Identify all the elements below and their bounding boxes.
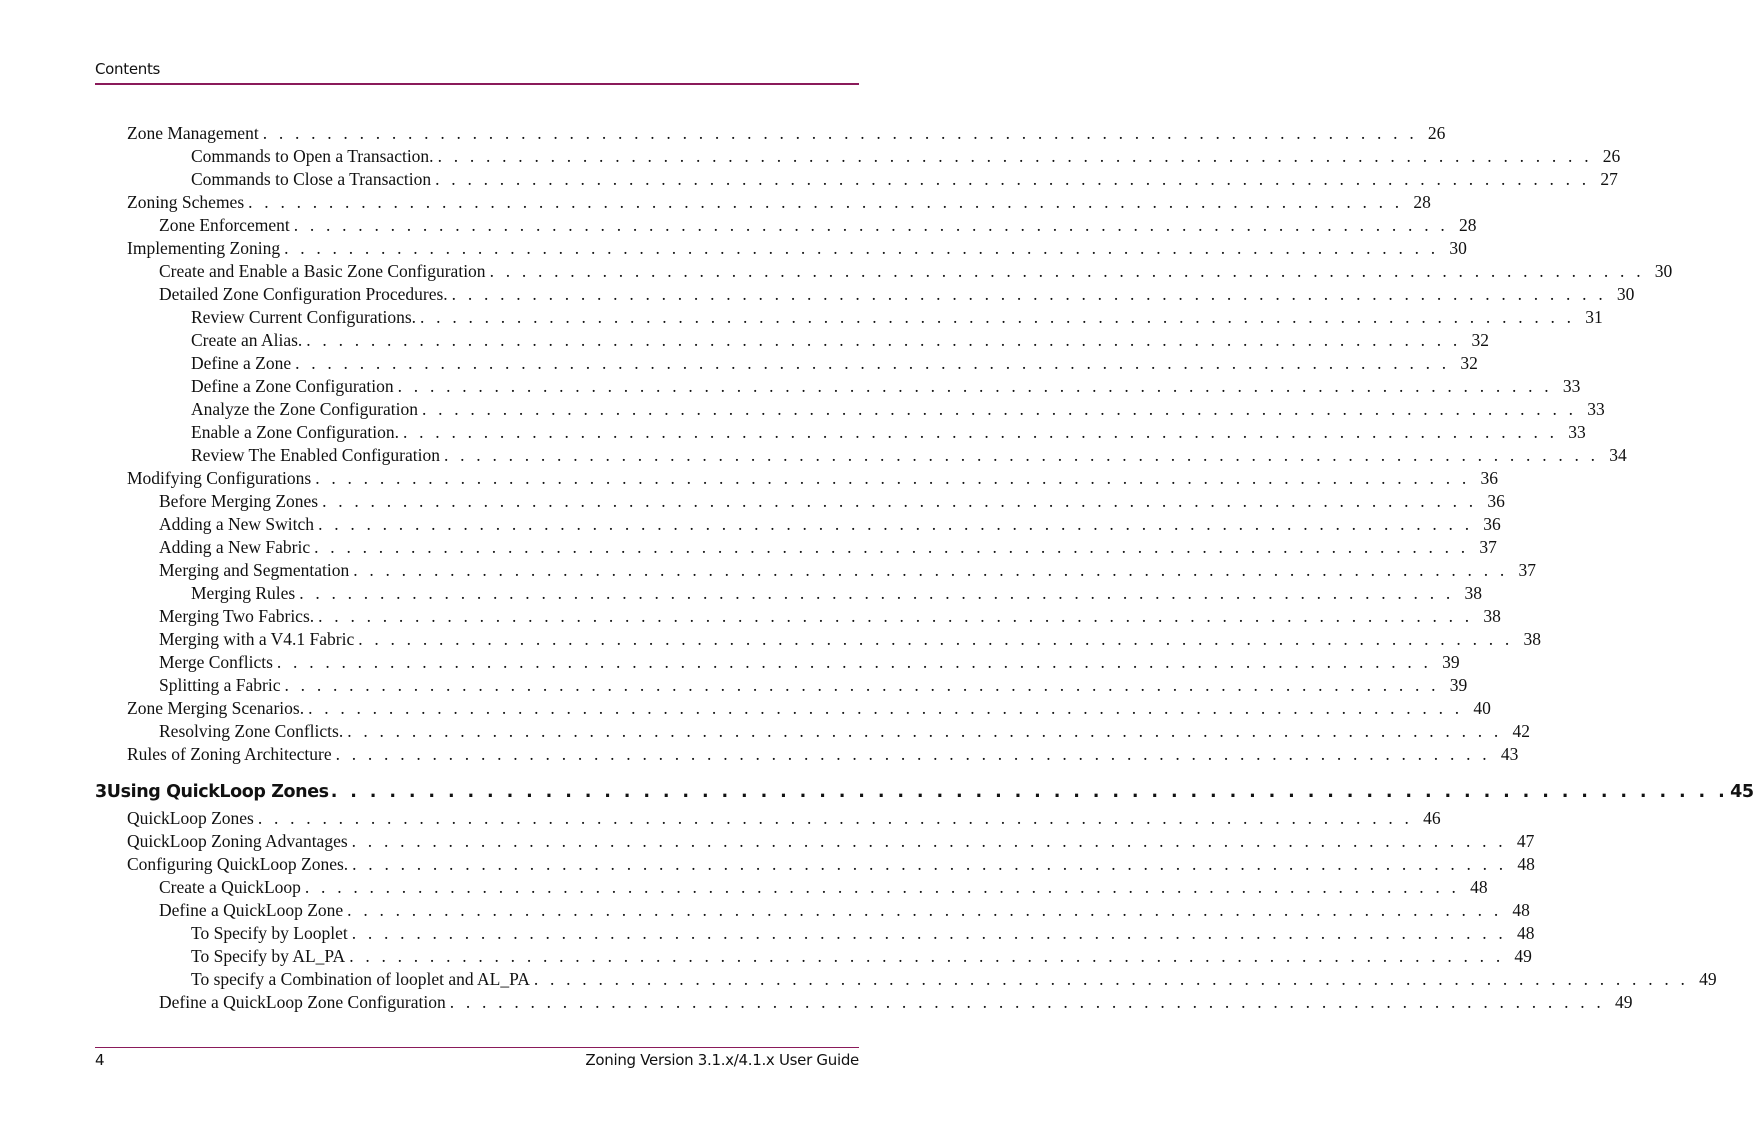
toc-leader-dots: . . . . . . . . . . . . . . . . . . . . . . . . . . . . . . . . . . . . . . . . . . . . . . . . . . . . . . . . . . . . . . . . . . . . . . . .: [322, 491, 1477, 511]
toc-chapter-heading[interactable]: [95, 782, 1754, 810]
toc-page-number: 37: [1518, 560, 1536, 580]
toc-leader-dots: . . . . . . . . . . . . . . . . . . . . . . . . . . . . . . . . . . . . . . . . . . . . . . . . . . . . . . . . . . . . . . . . . . . . . . . .: [533, 969, 1689, 989]
toc-entry[interactable]: [0, 513, 1501, 536]
toc-entry-line: [127, 237, 1467, 260]
toc-entry-line: [127, 807, 1441, 830]
toc-entry[interactable]: [0, 830, 1535, 853]
toc-page-number: 30: [1616, 284, 1635, 304]
toc-entry[interactable]: [0, 237, 1467, 260]
toc-page-number: 49: [1699, 969, 1717, 989]
toc-page-number: 49: [1514, 946, 1532, 966]
toc-entry-line: [191, 922, 1535, 945]
toc-entry[interactable]: [0, 807, 1441, 830]
toc-entry-line: [191, 168, 1618, 191]
header-rule: [95, 83, 859, 85]
toc-entry[interactable]: [0, 444, 1627, 467]
toc-page-number: 46: [1423, 808, 1441, 828]
toc-page-number: 48: [1516, 923, 1535, 943]
toc-leader-dots: . . . . . . . . . . . . . . . . . . . . . . . . . . . . . . . . . . . . . . . . . . . . . . . . . . . . . . . . . . . . . . . . . . . . . . . .: [315, 468, 1470, 488]
toc-leader-dots: . . . . . . . . . . . . . . . . . . . . . . . . . . . . . . . . . . . . . . . . . . . . . . . . . . . . . . . . . . . . . . . . . . . . . . . .: [421, 399, 1577, 419]
toc-entry-line: [159, 260, 1673, 283]
toc-page-number: 42: [1512, 721, 1530, 741]
toc-entry-line: [159, 283, 1635, 306]
toc-entry[interactable]: [0, 674, 1468, 697]
toc-entry[interactable]: [0, 559, 1536, 582]
toc-entry-title: Modifying Configurations: [127, 468, 312, 488]
toc-leader-dots: . . . . . . . . . . . . . . . . . . . . . . . . . . . . . . . . . . . . . . . . . . . . . . . . . . . . . . . . . . . . . . . . . . . . . . . .: [451, 284, 1607, 304]
toc-entry-line: [191, 945, 1532, 968]
toc-page-number: 48: [1470, 877, 1488, 897]
toc-leader-dots: . . . . . . . . . . . . . . . . . . . . . . . . . . . . . . . . . . . . . . . . . . . . . . . . . . . . . . . . . . . . . . . . . . . . . . . .: [444, 445, 1599, 465]
toc-entry-title: QuickLoop Zoning Advantages: [127, 831, 348, 851]
toc-entry-line: [159, 720, 1530, 743]
toc-entry[interactable]: [0, 876, 1488, 899]
toc-entry-title: Analyze the Zone Configuration: [191, 399, 418, 419]
toc-entry-title: Zone Enforcement: [159, 215, 290, 235]
toc-entry-title: Review Current Configurations.: [191, 307, 417, 327]
toc-entry-title: Adding a New Switch: [159, 514, 315, 534]
toc-entry-title: Merging Two Fabrics.: [159, 606, 315, 626]
toc-page-number: 38: [1464, 583, 1482, 603]
toc-page-number: 28: [1458, 215, 1477, 235]
toc-page-number: 30: [1654, 261, 1673, 281]
toc-page-number: 37: [1479, 537, 1497, 557]
toc-entry-line: [159, 605, 1501, 628]
toc-entry-title: Create and Enable a Basic Zone Configuration: [159, 261, 486, 281]
toc-leader-dots: . . . . . . . . . . . . . . . . . . . . . . . . . . . . . . . . . . . . . . . . . . . . . . . . . . . . . . . . . . . . . . . . . . . . . . . .: [314, 537, 1469, 557]
toc-leader-dots: . . . . . . . . . . . . . . . . . . . . . . . . . . . . . . . . . . . . . . . . . . . . . . . . . . . . . . . . . . . . . . . . . . . . . . . .: [489, 261, 1645, 281]
toc-entry-line: [191, 145, 1621, 168]
toc-page-number: 27: [1600, 169, 1618, 189]
toc-entry[interactable]: [0, 260, 1673, 283]
toc-leader-dots: . . . . . . . . . . . . . . . . . . . . . . . . . . . . . . . . . . . . . . . . . . . . . . . . . . . . . . . . . . . . . . . . . . . . . . . .: [397, 376, 1553, 396]
toc-entry-title: Zone Merging Scenarios.: [127, 698, 305, 718]
toc-entry[interactable]: [0, 352, 1478, 375]
toc-entry[interactable]: [0, 306, 1603, 329]
toc-entry-title: Before Merging Zones: [159, 491, 319, 511]
toc-entry[interactable]: [0, 145, 1621, 168]
toc-leader-dots: . . . . . . . . . . . . . . . . . . . . . . . . . . . . . . . . . . . . . . . . . . . . . . . . . . . . . . . . . . . . . . . . . . . . . . . .: [435, 169, 1590, 189]
toc-entry[interactable]: [0, 720, 1530, 743]
toc-entry-line: [127, 697, 1491, 720]
toc-entry-line: [191, 398, 1605, 421]
footer-page-number: 4: [95, 1051, 105, 1069]
toc-entry-line: [191, 329, 1490, 352]
toc-entry-title: Define a QuickLoop Zone Configuration: [159, 992, 446, 1012]
toc-entry[interactable]: [0, 536, 1497, 559]
toc-page-number: 49: [1614, 992, 1633, 1012]
toc-entry[interactable]: [0, 853, 1535, 876]
toc-entry[interactable]: [0, 283, 1635, 306]
toc-leader-dots: . . . . . . . . . . . . . . . . . . . . . . . . . . . . . . . . . . . . . . . . . . . . . . . . . . . . . . . . . . . . . . . . . . . . . . . .: [308, 698, 1463, 718]
toc-entry[interactable]: [0, 375, 1581, 398]
toc-leader-dots: . . . . . . . . . . . . . . . . . . . . . . . . . . . . . . . . . . . . . . . . . . . . . . . . . . . . . . . . . . . . . . . . . . . . . . . .: [403, 422, 1558, 442]
toc-page-number: 38: [1523, 629, 1541, 649]
toc-entry-title: Review The Enabled Configuration: [191, 445, 440, 465]
toc-entry-line: [159, 991, 1633, 1014]
chapter-number: 3: [95, 782, 107, 802]
toc-entry[interactable]: [0, 991, 1633, 1014]
toc-entry[interactable]: [0, 651, 1460, 674]
toc-entry-title: Define a Zone: [191, 353, 292, 373]
footer-rule: [95, 1047, 859, 1048]
toc-leader-dots: . . . . . . . . . . . . . . . . . . . . . . . . . . . . . . . . . . . . . . . . . . . . . . . . . . . . . . . . . . . . . . . . . . . . . . . .: [306, 330, 1462, 350]
toc-entry-line: [159, 490, 1505, 513]
toc-entry-line: [159, 899, 1530, 922]
toc-page-number: 36: [1483, 514, 1501, 534]
toc-entry-title: Zoning Schemes: [127, 192, 245, 212]
toc-leader-dots: . . . . . . . . . . . . . . . . . . . . . . . . . . . . . . . . . . . . . . . . . . . . . . . . . . . . . . . . . . . . . . . . . . . . . . . .: [347, 900, 1502, 920]
toc-page-number: 34: [1609, 445, 1627, 465]
toc-entry-title: QuickLoop Zones: [127, 808, 254, 828]
toc-leader-dots: . . . . . . . . . . . . . . . . . . . . . . . . . . . . . . . . . . . . . . . . . . . . . . . . . . . . . . . . . . . . . . . . . . . . . . . .: [248, 192, 1403, 212]
toc-entry-title: Rules of Zoning Architecture: [127, 744, 332, 764]
toc-leader-dots: . . . . . . . . . . . . . . . . . . . . . . . . . . . . . . . . . . . . . . . . . . . . . . . . . . . . . . . . . . . . . . . . . . . . . . . .: [347, 721, 1502, 741]
toc-page-number: 32: [1471, 330, 1490, 350]
toc-leader-dots: . . . . . . . . . . . . . . . . . . . . . . . . . . . . . . . . . . . . . . . . . . . . . . . . . . . . . . . . . . . . . . . . . . . . . . . .: [449, 992, 1605, 1012]
footer-document-title: Zoning Version 3.1.x/4.1.x User Guide: [585, 1051, 859, 1069]
toc-leader-dots: . . . . . . . . . . . . . . . . . . . . . . . . . . . . . . . . . . . . . . . . . . . . . . . . . . . . . . . . . . . . . . . . . . . . . . . .: [352, 854, 1507, 874]
toc-entry-line: [159, 214, 1477, 237]
toc-leader-dots: . . . . . . . . . . . . . . . . . . . . . . . . . . . . . . . . . . . . . . . . . . . . . . . . . . . . . . . . . . . . . . . . . . . . . . . .: [335, 744, 1491, 764]
toc-page-number: 43: [1500, 744, 1519, 764]
toc-leader-dots: . . . . . . . . . . . . . . . . . . . . . . . . . . . . . . . . . . . . . . . . . . . . . . . . . . . . . . . . . . . . . . . . . . . . . . . .: [257, 808, 1413, 828]
toc-leader-dots: . . . . . . . . . . . . . . . . . . . . . . . . . . . . . . . . . . . . . . . . . . . . . . . . . . . . . . . . . . . . . . . . . . . . . . . .: [420, 307, 1575, 327]
toc-entry-title: Create a QuickLoop: [159, 877, 301, 897]
toc-entry[interactable]: [0, 697, 1491, 720]
toc-entry-line: [191, 444, 1627, 467]
toc-entry[interactable]: [0, 329, 1490, 352]
running-header: Contents: [95, 60, 161, 78]
toc-entry-line: [159, 651, 1460, 674]
toc-entry-line: [159, 536, 1497, 559]
toc-entry-title: Resolving Zone Conflicts.: [159, 721, 344, 741]
toc-page-number: 33: [1562, 376, 1581, 396]
toc-entry-line: [159, 876, 1488, 899]
chapter-leader-dots: . . . . . . . . . . . . . . . . . . . . . . . . . . . . . . . . . . . . . . . . . . . . . . . . . . . . . . . . . . . . . . . . . . . . . . . .: [330, 782, 1729, 802]
toc-entry-line: [159, 628, 1541, 651]
toc-entry-title: Define a Zone Configuration: [191, 376, 394, 396]
toc-entry-line: [191, 421, 1586, 444]
toc-entry-line: [191, 582, 1482, 605]
toc-entry[interactable]: [0, 421, 1586, 444]
chapter-title: Using QuickLoop Zones: [106, 782, 329, 802]
toc-page-number: 33: [1587, 399, 1605, 419]
toc-leader-dots: . . . . . . . . . . . . . . . . . . . . . . . . . . . . . . . . . . . . . . . . . . . . . . . . . . . . . . . . . . . . . . . . . . . . . . . .: [351, 831, 1507, 851]
toc-entry[interactable]: [0, 490, 1505, 513]
toc-page-number: 39: [1449, 675, 1468, 695]
toc-entry-line: [159, 513, 1501, 536]
toc-page-number: 47: [1516, 831, 1535, 851]
toc-entry[interactable]: [0, 467, 1498, 490]
toc-entry-line: [127, 191, 1431, 214]
toc-leader-dots: . . . . . . . . . . . . . . . . . . . . . . . . . . . . . . . . . . . . . . . . . . . . . . . . . . . . . . . . . . . . . . . . . . . . . . . .: [284, 675, 1440, 695]
toc-page-number: 48: [1517, 854, 1535, 874]
toc-page-number: 36: [1480, 468, 1498, 488]
toc-entry[interactable]: [0, 605, 1501, 628]
toc-leader-dots: . . . . . . . . . . . . . . . . . . . . . . . . . . . . . . . . . . . . . . . . . . . . . . . . . . . . . . . . . . . . . . . . . . . . . . . .: [358, 629, 1513, 649]
toc-leader-dots: . . . . . . . . . . . . . . . . . . . . . . . . . . . . . . . . . . . . . . . . . . . . . . . . . . . . . . . . . . . . . . . . . . . . . . . .: [262, 123, 1418, 143]
toc-entry-title: To Specify by AL_PA: [191, 946, 346, 966]
toc-leader-dots: . . . . . . . . . . . . . . . . . . . . . . . . . . . . . . . . . . . . . . . . . . . . . . . . . . . . . . . . . . . . . . . . . . . . . . . .: [349, 946, 1504, 966]
toc-leader-dots: . . . . . . . . . . . . . . . . . . . . . . . . . . . . . . . . . . . . . . . . . . . . . . . . . . . . . . . . . . . . . . . . . . . . . . . .: [295, 353, 1450, 373]
toc-entry-title: Implementing Zoning: [127, 238, 281, 258]
toc-page-number: 30: [1449, 238, 1467, 258]
chapter-page-number: 45: [1730, 782, 1754, 802]
toc-entry[interactable]: [0, 398, 1605, 421]
toc-entry-line: [127, 830, 1535, 853]
toc-entry-title: Enable a Zone Configuration.: [191, 422, 399, 442]
toc-entry[interactable]: [0, 968, 1717, 991]
toc-leader-dots: . . . . . . . . . . . . . . . . . . . . . . . . . . . . . . . . . . . . . . . . . . . . . . . . . . . . . . . . . . . . . . . . . . . . . . . .: [284, 238, 1439, 258]
toc-entry[interactable]: [0, 743, 1519, 766]
toc-entry-title: Merging Rules: [191, 583, 296, 603]
toc-entry-title: Detailed Zone Configuration Procedures.: [159, 284, 448, 304]
toc-leader-dots: . . . . . . . . . . . . . . . . . . . . . . . . . . . . . . . . . . . . . . . . . . . . . . . . . . . . . . . . . . . . . . . . . . . . . . . .: [293, 215, 1449, 235]
toc-leader-dots: . . . . . . . . . . . . . . . . . . . . . . . . . . . . . . . . . . . . . . . . . . . . . . . . . . . . . . . . . . . . . . . . . . . . . . . .: [353, 560, 1508, 580]
toc-entry-line: [127, 467, 1498, 490]
toc-entry[interactable]: [0, 214, 1477, 237]
toc-entry-title: To specify a Combination of looplet and AL_PA: [191, 969, 530, 989]
toc-entry-title: Merge Conflicts: [159, 652, 273, 672]
toc-page-number: 36: [1487, 491, 1505, 511]
toc-entry[interactable]: [0, 945, 1532, 968]
toc-entry-title: To Specify by Looplet: [191, 923, 348, 943]
toc-entry-title: Merging with a V4.1 Fabric: [159, 629, 355, 649]
toc-leader-dots: . . . . . . . . . . . . . . . . . . . . . . . . . . . . . . . . . . . . . . . . . . . . . . . . . . . . . . . . . . . . . . . . . . . . . . . .: [351, 923, 1507, 943]
toc-leader-dots: . . . . . . . . . . . . . . . . . . . . . . . . . . . . . . . . . . . . . . . . . . . . . . . . . . . . . . . . . . . . . . . . . . . . . . . .: [318, 606, 1473, 626]
toc-entry-title: Merging and Segmentation: [159, 560, 350, 580]
toc-entry-title: Create an Alias.: [191, 330, 303, 350]
toc-page-number: 32: [1460, 353, 1478, 373]
toc-leader-dots: . . . . . . . . . . . . . . . . . . . . . . . . . . . . . . . . . . . . . . . . . . . . . . . . . . . . . . . . . . . . . . . . . . . . . . . .: [299, 583, 1454, 603]
toc-entry-title: Adding a New Fabric: [159, 537, 311, 557]
toc-entry[interactable]: [0, 122, 1446, 145]
toc-entry-line: [159, 559, 1536, 582]
toc-entry[interactable]: [0, 628, 1541, 651]
toc-entry-line: [127, 122, 1446, 145]
toc-entry-line: [191, 352, 1478, 375]
toc-page-number: 38: [1483, 606, 1501, 626]
toc-entry-title: Zone Management: [127, 123, 259, 143]
toc-page-number: 33: [1568, 422, 1586, 442]
toc-entry-title: Configuring QuickLoop Zones.: [127, 854, 349, 874]
toc-entry-line: [191, 306, 1603, 329]
toc-page-number: 26: [1602, 146, 1621, 166]
toc-page-number: 31: [1585, 307, 1603, 327]
toc-page-number: 48: [1512, 900, 1530, 920]
toc-leader-dots: . . . . . . . . . . . . . . . . . . . . . . . . . . . . . . . . . . . . . . . . . . . . . . . . . . . . . . . . . . . . . . . . . . . . . . . .: [304, 877, 1460, 897]
toc-entry-line: [127, 743, 1519, 766]
toc-entry[interactable]: [0, 168, 1618, 191]
toc-entry[interactable]: [0, 582, 1482, 605]
toc-entry[interactable]: [0, 922, 1535, 945]
toc-entry-line: [127, 853, 1535, 876]
toc-entry-title: Splitting a Fabric: [159, 675, 281, 695]
toc-page-number: 26: [1427, 123, 1446, 143]
toc-page-number: 39: [1442, 652, 1460, 672]
toc-page-number: 40: [1473, 698, 1491, 718]
toc-entry-line: [191, 968, 1717, 991]
toc-page-number: 28: [1413, 192, 1431, 212]
toc-entry-line: [191, 375, 1581, 398]
toc-leader-dots: . . . . . . . . . . . . . . . . . . . . . . . . . . . . . . . . . . . . . . . . . . . . . . . . . . . . . . . . . . . . . . . . . . . . . . . .: [276, 652, 1432, 672]
toc-entry-line: [159, 674, 1468, 697]
toc-entry[interactable]: [0, 899, 1530, 922]
toc-leader-dots: . . . . . . . . . . . . . . . . . . . . . . . . . . . . . . . . . . . . . . . . . . . . . . . . . . . . . . . . . . . . . . . . . . . . . . . .: [318, 514, 1473, 534]
toc-entry[interactable]: [0, 191, 1431, 214]
toc-entry-title: Commands to Open a Transaction.: [191, 146, 434, 166]
toc-leader-dots: . . . . . . . . . . . . . . . . . . . . . . . . . . . . . . . . . . . . . . . . . . . . . . . . . . . . . . . . . . . . . . . . . . . . . . . .: [437, 146, 1593, 166]
toc-entry-title: Commands to Close a Transaction: [191, 169, 432, 189]
toc-entry-title: Define a QuickLoop Zone: [159, 900, 344, 920]
